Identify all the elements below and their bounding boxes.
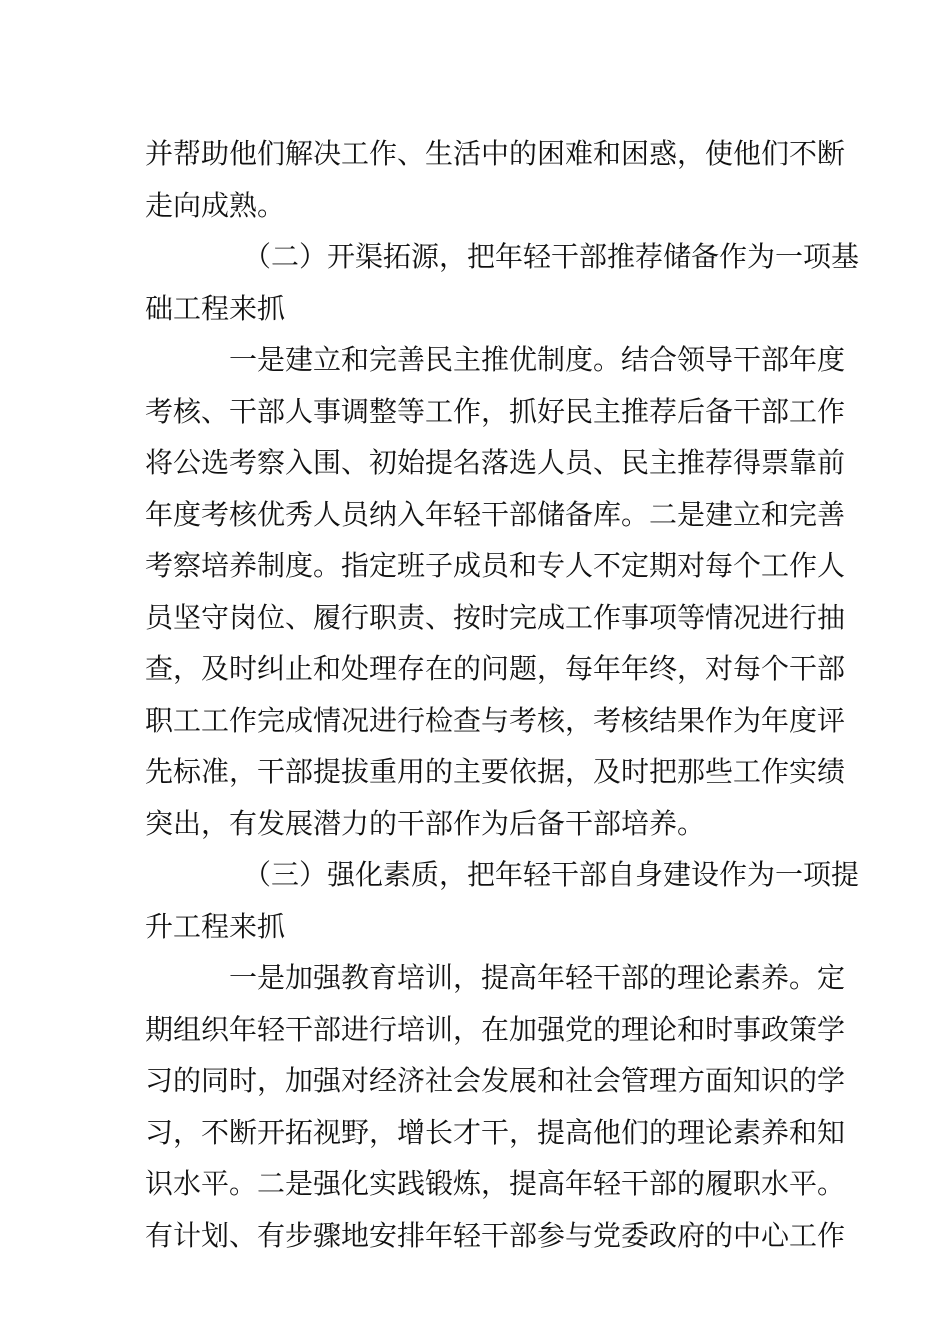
body-line: 一是建立和完善民主推优制度。结合领导干部年度 <box>229 343 846 376</box>
section-heading: （二）开渠拓源，把年轻干部推荐储备作为一项基 <box>243 240 860 273</box>
body-line: 有计划、有步骤地安排年轻干部参与党委政府的中心工作 <box>145 1218 846 1252</box>
section-heading-continuation: 升工程来抓 <box>145 909 286 943</box>
body-line: 一是加强教育培训，提高年轻干部的理论素养。定 <box>229 961 846 994</box>
body-line: 查，及时纠止和处理存在的问题，每年年终，对每个干部 <box>145 652 846 685</box>
body-line: 期组织年轻干部进行培训，在加强党的理论和时事政策学 <box>145 1012 846 1046</box>
body-line: 习的同时，加强对经济社会发展和社会管理方面知识的学 <box>145 1064 846 1097</box>
body-line: 考核、干部人事调整等工作，抓好民主推荐后备干部工作 <box>145 394 846 428</box>
body-line: 习，不断开拓视野，增长才干，提高他们的理论素养和知 <box>145 1115 846 1149</box>
body-line: 突出，有发展潜力的干部作为后备干部培养。 <box>145 806 706 840</box>
document-body <box>145 128 860 1261</box>
section-heading: （三）强化素质，把年轻干部自身建设作为一项提 <box>243 858 860 891</box>
body-line: 将公选考察入围、初始提名落选人员、民主推荐得票靠前 <box>145 446 846 479</box>
body-line: 考察培养制度。指定班子成员和专人不定期对每个工作人 <box>145 549 846 582</box>
body-line: 年度考核优秀人员纳入年轻干部储备库。二是建立和完善 <box>145 497 846 531</box>
section-heading-continuation: 础工程来抓 <box>145 291 286 325</box>
body-line: 职工工作完成情况进行检查与考核，考核结果作为年度评 <box>145 703 846 737</box>
body-line: 先标准，干部提拔重用的主要依据，及时把那些工作实绩 <box>145 755 846 788</box>
body-line: 识水平。二是强化实践锻炼，提高年轻干部的履职水平。 <box>145 1167 846 1200</box>
body-line: 走向成熟。 <box>145 188 286 222</box>
body-line: 并帮助他们解决工作、生活中的困难和困惑，使他们不断 <box>145 137 846 170</box>
body-line: 员坚守岗位、履行职责、按时完成工作事项等情况进行抽 <box>145 600 846 634</box>
